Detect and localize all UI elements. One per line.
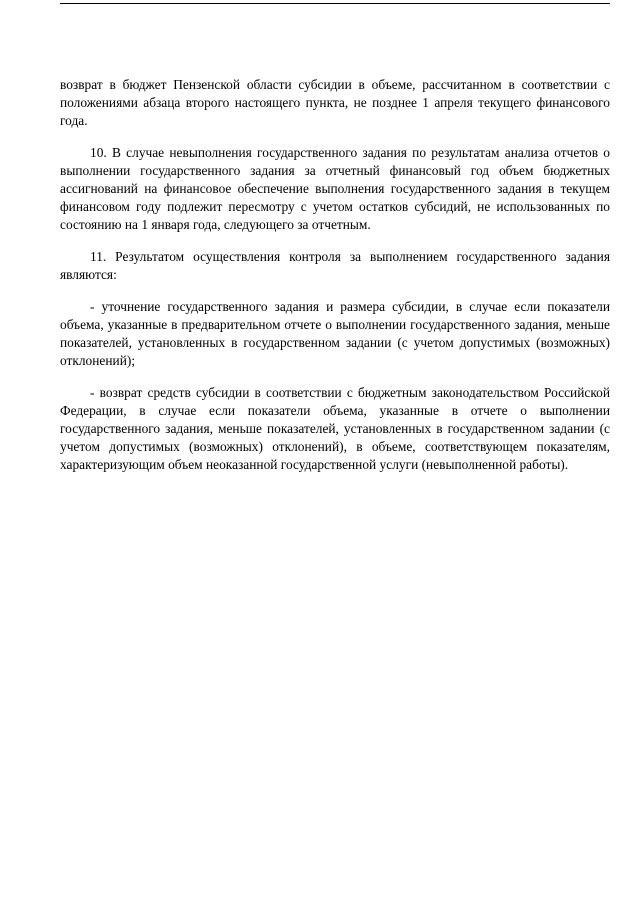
paragraph-bullet-refund: - возврат средств субсидии в соответствии с бюджетным законодательством Российской Федерации, в случае если показатели объема, указанные в отчете о выполнении государственного задания, меньше показателей, установленных в государственном задании (с учетом допустимых (возможных) отклонений), в объеме, соответствующем показателям, характеризующим объем неоказанной государственной услуги (невыполненной работы). [60, 385, 610, 472]
paragraph-item-10: 10. В случае невыполнения государственного задания по результатам анализа отчетов о выполнении государственного задания за отчетный финансовый год объем бюджетных ассигнований на финансовое обеспечение выполнения государственного задания в текущем финансовом году подлежит пересмотру с учетом остатков субсидий, не использованных по состоянию на 1 января года, следующего за отчетным. [60, 145, 610, 232]
header-rule [60, 3, 610, 4]
document-body [60, 76, 610, 488]
paragraph-bullet-clarification: - уточнение государственного задания и размера субсидии, в случае если показатели объема, указанные в предварительном отчете о выполнении государственного задания, меньше показателей, установленных в государственном задании (с учетом допустимых (возможных) отклонений); [60, 299, 610, 368]
paragraph-continuation: возврат в бюджет Пензенской области субсидии в объеме, рассчитанном в соответствии с положениями абзаца второго настоящего пункта, не позднее 1 апреля текущего финансового года. [60, 77, 610, 128]
paragraph-item-11: 11. Результатом осуществления контроля за выполнением государственного задания являются: [60, 249, 610, 282]
